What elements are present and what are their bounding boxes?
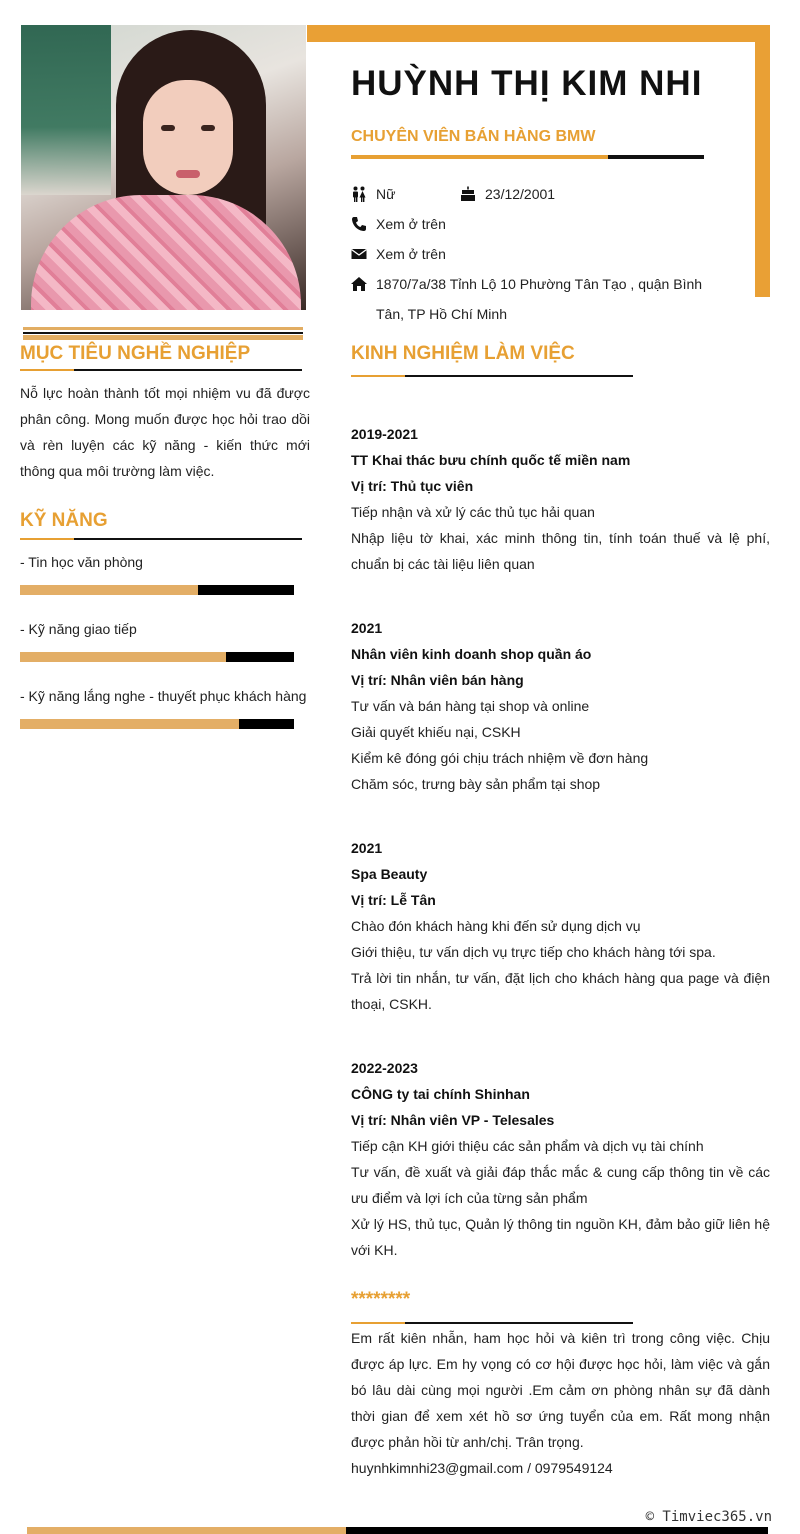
- job-period: 2022-2023: [351, 1060, 418, 1076]
- envelope-icon: [351, 246, 367, 262]
- header-accent-right: [755, 25, 770, 297]
- experience-rule: [351, 375, 633, 377]
- birthday-cake-icon: [460, 186, 476, 202]
- job-duty: Chào đón khách hàng khi đến sử dụng dịch vụ: [351, 918, 641, 934]
- job-duty: Trả lời tin nhắn, tư vấn, đặt lịch cho khách hàng qua page và điện thoại, CSKH.: [351, 970, 770, 1012]
- gender-value: Nữ: [376, 186, 396, 202]
- objective-rule: [20, 369, 302, 371]
- job-company: Nhân viên kinh doanh shop quần áo: [351, 646, 592, 662]
- job-duty: Nhập liệu tờ khai, xác minh thông tin, tính toán thuế và lệ phí, chuẩn bị các tài liệu liên quan: [351, 530, 770, 572]
- left-divider-dark: [23, 332, 303, 334]
- job-company: Spa Beauty: [351, 866, 428, 882]
- job-position: Vị trí: Thủ tục viên: [351, 478, 474, 494]
- job-duty: Tiếp cận KH giới thiệu các sản phẩm và dịch vụ tài chính: [351, 1138, 704, 1154]
- experience-heading: KINH NGHIỆM LÀM VIỆC: [351, 343, 575, 364]
- job-entry: [351, 835, 770, 1017]
- phone-value: Xem ở trên: [376, 216, 446, 232]
- skills-heading: KỸ NĂNG: [20, 510, 108, 531]
- job-duty: Kiểm kê đóng gói chịu trách nhiệm về đơn hàng: [351, 750, 649, 766]
- job-company: CÔNG ty tai chính Shinhan: [351, 1086, 530, 1102]
- gender-icon: [351, 186, 367, 202]
- birthday-row: [460, 186, 555, 202]
- job-period: 2021: [351, 620, 383, 636]
- job-position: Vị trí: Nhân viên VP - Telesales: [351, 1112, 555, 1128]
- header-accent-top: [307, 25, 770, 42]
- job-duty: Xử lý HS, thủ tục, Quản lý thông tin nguồn KH, đảm bảo giữ liên hệ với KH.: [351, 1216, 770, 1258]
- title-underline: [351, 155, 704, 159]
- left-divider: [23, 327, 303, 330]
- job-entry: [351, 615, 770, 797]
- phone-row: [351, 216, 446, 232]
- watermark: © Timviec365.vn: [645, 1509, 772, 1525]
- profile-photo: [21, 25, 306, 310]
- candidate-name: HUỲNH THỊ KIM NHI: [351, 64, 703, 103]
- skill-level-bar: [20, 719, 294, 729]
- skill-level-bar: [20, 652, 294, 662]
- email-row: [351, 246, 446, 262]
- left-divider-light: [23, 335, 303, 340]
- skill-label: - Tin học văn phòng: [20, 554, 143, 570]
- extra-rule: [351, 1322, 633, 1324]
- job-position: Vị trí: Nhân viên bán hàng: [351, 672, 524, 688]
- objective-text: Nỗ lực hoàn thành tốt mọi nhiệm vu đã được phân công. Mong muốn được học hỏi trao dồi và rèn luyện các kỹ năng - kiến thức mới thông qua môi trường làm việc.: [20, 385, 310, 479]
- extra-heading: ********: [351, 1289, 411, 1310]
- skill-label: - Kỹ năng lắng nghe - thuyết phục khách hàng: [20, 688, 307, 704]
- extra-text: Em rất kiên nhẫn, ham học hỏi và kiên trì trong công việc. Chịu được áp lực. Em hy vọng có cơ hội được học hỏi, làm việc và gắn bó lâu dài cùng mọi người .Em cảm ơn phòng nhân sự đã dành thời gian để xem xét hồ sơ ứng tuyển của em. Rất mong nhận được phản hồi từ anh/chị. Trân trọng.: [351, 1330, 770, 1450]
- skills-rule: [20, 538, 302, 540]
- job-period: 2021: [351, 840, 383, 856]
- objective-heading: MỤC TIÊU NGHỀ NGHIỆP: [20, 343, 251, 364]
- phone-icon: [351, 216, 367, 232]
- job-title: CHUYÊN VIÊN BÁN HÀNG BMW: [351, 128, 596, 145]
- job-position: Vị trí: Lễ Tân: [351, 892, 436, 908]
- email-value: Xem ở trên: [376, 246, 446, 262]
- skill-level-bar: [20, 585, 294, 595]
- birthday-value: 23/12/2001: [485, 186, 556, 202]
- footer-bar: [27, 1527, 768, 1534]
- home-icon: [351, 276, 367, 292]
- job-duty: Tư vấn, đề xuất và giải đáp thắc mắc & cung cấp thông tin về các ưu điểm và lợi ích của từng sản phẩm: [351, 1164, 770, 1206]
- job-company: TT Khai thác bưu chính quốc tế miền nam: [351, 452, 631, 468]
- address-row: [351, 276, 702, 329]
- gender-row: [351, 186, 395, 202]
- address-line-1: 1870/7a/38 Tỉnh Lộ 10 Phường Tân Tạo , quận Bình: [376, 276, 703, 292]
- address-line-2: Tân, TP Hồ Chí Minh: [376, 306, 507, 322]
- job-duty: Chăm sóc, trưng bày sản phẩm tại shop: [351, 776, 601, 792]
- job-entry: [351, 421, 770, 577]
- job-duty: Giới thiệu, tư vấn dịch vụ trực tiếp cho khách hàng tới spa.: [351, 944, 716, 960]
- skill-label: - Kỹ năng giao tiếp: [20, 621, 137, 637]
- contact-line: huynhkimnhi23@gmail.com / 0979549124: [351, 1460, 613, 1476]
- job-entry: [351, 1055, 770, 1263]
- job-period: 2019-2021: [351, 426, 418, 442]
- job-duty: Tư vấn và bán hàng tại shop và online: [351, 698, 590, 714]
- job-duty: Tiếp nhận và xử lý các thủ tục hải quan: [351, 504, 595, 520]
- job-duty: Giải quyết khiếu nại, CSKH: [351, 724, 521, 740]
